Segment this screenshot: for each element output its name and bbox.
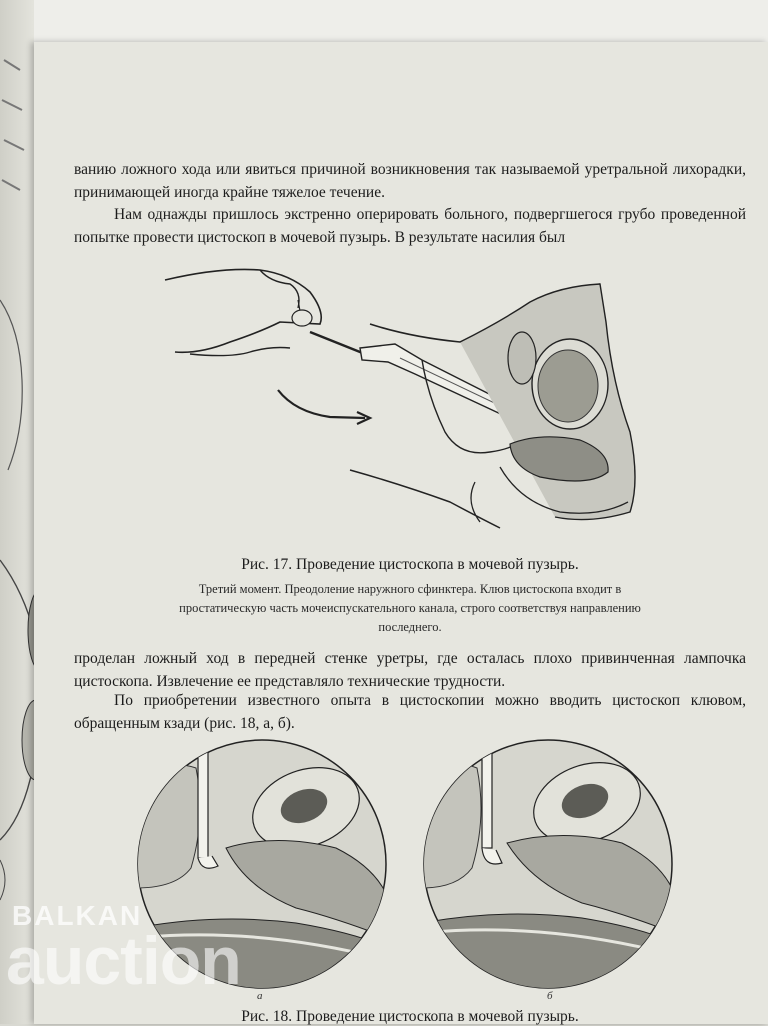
paragraph-1: ванию ложного хода или явиться причиной возникновения так называемой уретральной лихорадки, принимающей иногда крайне тяжелое течение. (74, 161, 746, 201)
figure-17-illustration (160, 262, 640, 532)
paragraph-3: проделан ложный ход в передней стенке уретры, где осталась плохо привинченная лампочка цистоскопа. Извлечение ее представляло технические трудности. (74, 650, 746, 690)
figure-18b-illustration (422, 738, 674, 990)
watermark-bottom-text: auction (6, 923, 241, 999)
figure-18-title: Рис. 18. Проведение цистоскопа в мочевой пузырь. (241, 1008, 579, 1025)
figure-17-description: Третий момент. Преодоление наружного сфинктера. Клюв цистоскопа входит в простатическую часть мочеиспускательного канала, строго соответствуя направлению последнего. (179, 582, 641, 634)
figure-18a-label: а (257, 990, 263, 1002)
top-page-edge (34, 0, 768, 42)
paragraph-4: По приобретении известного опыта в цистоскопии можно вводить цистоскоп клювом, обращенным кзади (рис. 18, а, б). (74, 692, 746, 732)
figure-18b-label: б (547, 990, 553, 1002)
watermark-top-text: BALKAN (12, 900, 143, 931)
figure-17-title: Рис. 17. Проведение цистоскопа в мочевой пузырь. (241, 556, 579, 573)
paragraph-2: Нам однажды пришлось экстренно оперировать больного, подвергшегося грубо проведенной попытке провести цистоскоп в мочевой пузырь. В результате насилия был (74, 206, 746, 246)
